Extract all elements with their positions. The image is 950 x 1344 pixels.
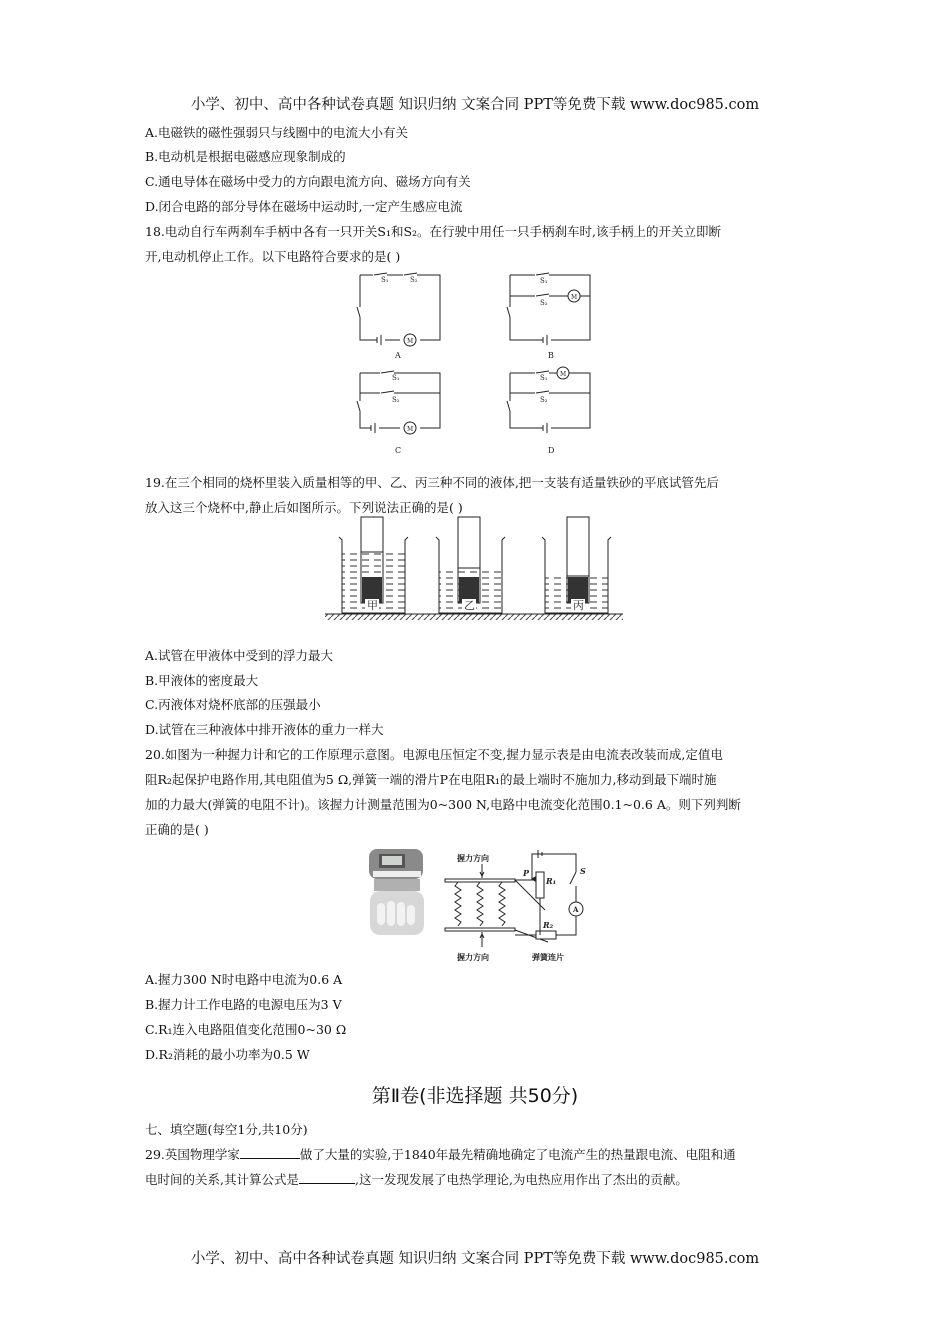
q20-schematic [440, 842, 590, 967]
q19-option-a: A.试管在甲液体中受到的浮力最大 [145, 648, 334, 663]
q20-stem-line1: 20.如图为一种握力计和它的工作原理示意图。电源电压恒定不变,握力显示表是由电流表改装而成,定值电 [145, 747, 723, 762]
page-footer: 小学、初中、高中各种试卷真题 知识归纳 文案合同 PPT等免费下载 www.doc985.com [190, 1251, 760, 1267]
label-grip-bottom: 握力方向 [457, 952, 489, 962]
label-grip-top: 握力方向 [457, 853, 489, 863]
motor-b: M [571, 294, 578, 301]
q18-stem-line1: 18.电动自行车两刹车手柄中各有一只开关S₁和S₂。在行驶中用任一只手柄刹车时,该手柄上的开关立即断 [145, 224, 722, 239]
q20-stem-line2: 阻R₂起保护电路作用,其电阻值为5 Ω,弹簧一端的滑片P在电阻R₁的最上端时不施加力,移动到最下端时施 [145, 772, 717, 787]
label-c: C [395, 446, 402, 455]
grip-dynamometer-photo [365, 845, 430, 940]
label-yi: 乙 [464, 599, 475, 612]
q17-option-a: A.电磁铁的磁性强弱只与线圈中的电流大小有关 [145, 125, 409, 140]
motor-a: M [407, 338, 414, 345]
q17-option-d: D.闭合电路的部分导体在磁场中运动时,一定产生感应电流 [145, 199, 463, 214]
circuit-d [507, 367, 590, 433]
label-b: B [548, 351, 554, 360]
q29-line1-part2: 做了大量的实验,于1840年最先精确地确定了电流产生的热量跟电流、电阻和通 [299, 1147, 736, 1162]
q29-line2 [145, 1173, 688, 1187]
circuit-b [507, 273, 590, 345]
label-s1-c: S₁ [392, 374, 400, 382]
q19-stem-line1: 19.在三个相同的烧杯里装入质量相等的甲、乙、丙三种不同的液体,把一支装有适量铁砂的平底试管先后 [145, 475, 719, 490]
page-header: 小学、初中、高中各种试卷真题 知识归纳 文案合同 PPT等免费下载 www.doc985.com [190, 97, 760, 113]
q29-line2-part2: ,这一发现发展了电热学理论,为电热应用作出了杰出的贡献。 [354, 1172, 688, 1187]
q19-option-d: D.试管在三种液体中排开液体的重力一样大 [145, 722, 384, 737]
label-bing: 丙 [573, 599, 584, 612]
label-r2: R₂ [543, 920, 554, 930]
motor-d: M [560, 371, 567, 378]
q18-circuit-diagrams [345, 265, 605, 460]
q20-option-c: C.R₁连入电路阻值变化范围0~30 Ω [145, 1022, 347, 1037]
label-s: S [580, 866, 586, 876]
label-s2-b: S₂ [540, 299, 548, 307]
q20-option-a: A.握力300 N时电路中电流为0.6 A [145, 972, 343, 987]
label-s1-b: S₁ [540, 277, 548, 285]
q29-line2-part1: 电时间的关系,其计算公式是 [145, 1172, 299, 1187]
q18-stem-line2: 开,电动机停止工作。以下电路符合要求的是( ) [145, 249, 401, 264]
label-s1-d: S₁ [540, 374, 548, 382]
label-p: P [523, 868, 530, 878]
circuit-a [357, 273, 440, 346]
motor-c: M [407, 426, 414, 433]
q20-option-b: B.握力计工作电路的电源电压为3 V [145, 997, 342, 1012]
q29-line1 [145, 1148, 736, 1162]
q19-stem-line2: 放入这三个烧杯中,静止后如图所示。下列说法正确的是( ) [145, 500, 463, 515]
q20-option-d: D.R₂消耗的最小功率为0.5 W [145, 1047, 310, 1062]
label-spring: 弹簧连片 [532, 952, 564, 962]
section-title: 第Ⅱ卷(非选择题 共50分) [371, 1085, 579, 1107]
q29-line1-part1: 29.英国物理学家 [145, 1147, 240, 1162]
label-a: A [395, 351, 401, 360]
label-r1: R₁ [546, 876, 557, 886]
q17-option-c: C.通电导体在磁场中受力的方向跟电流方向、磁场方向有关 [145, 174, 471, 189]
label-s2-a: S₂ [410, 276, 418, 284]
q29-blank-2[interactable] [299, 1173, 355, 1184]
label-d: D [548, 446, 555, 455]
q29-blank-1[interactable] [240, 1148, 300, 1159]
label-jia: 甲 [367, 599, 378, 612]
label-ammeter: A [573, 905, 579, 914]
q17-option-b: B.电动机是根据电磁感应现象制成的 [145, 149, 346, 164]
label-s1-a: S₁ [381, 276, 389, 284]
q20-stem-line4: 正确的是( ) [145, 822, 209, 837]
label-s2-c: S₂ [392, 396, 400, 404]
label-s2-d: S₂ [540, 396, 548, 404]
q19-option-c: C.丙液体对烧杯底部的压强最小 [145, 697, 321, 712]
q19-beakers-figure [325, 515, 625, 625]
fill-heading: 七、填空题(每空1分,共10分) [145, 1122, 308, 1137]
q20-stem-line3: 加的力最大(弹簧的电阻不计)。该握力计测量范围为0~300 N,电路中电流变化范围0.1~0.6 A。则下列判断 [145, 797, 741, 812]
q19-option-b: B.甲液体的密度最大 [145, 673, 259, 688]
